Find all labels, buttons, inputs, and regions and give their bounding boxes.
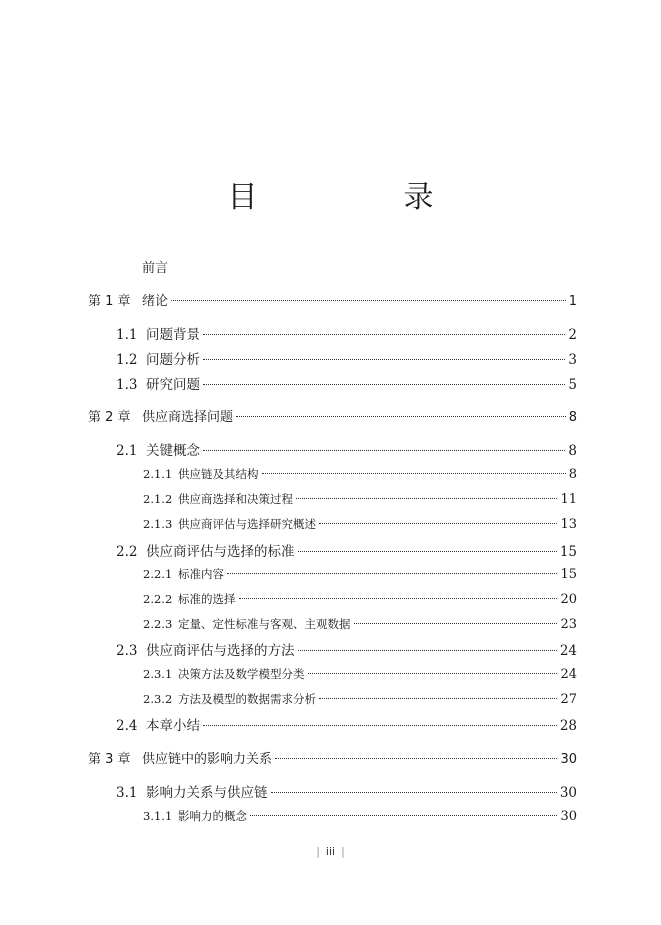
toc-entry-page: 30 xyxy=(559,785,577,801)
toc-entry[interactable] xyxy=(116,540,577,560)
toc-entry-title: 供应商选择问题 xyxy=(142,410,234,425)
toc-entry-title: 供应商评估与选择的标准 xyxy=(146,544,295,560)
toc-entry[interactable] xyxy=(143,691,577,707)
toc-entry-page: 1 xyxy=(568,294,577,309)
toc-entry-title: 问题分析 xyxy=(146,352,200,368)
toc-entry-page: 15 xyxy=(559,544,577,560)
toc-entry-page: 20 xyxy=(560,592,577,607)
toc-entry-title: 问题背景 xyxy=(146,327,200,343)
toc-entry-number: 1.1 xyxy=(116,327,138,343)
toc-entry-title: 供应商评估与选择的方法 xyxy=(146,643,295,659)
toc-entry-page: 30 xyxy=(560,809,577,824)
toc-entry-title: 供应商选择和决策过程 xyxy=(178,492,293,506)
toc-entry-page: 8 xyxy=(568,467,577,482)
toc-dot-leader xyxy=(275,758,557,759)
toc-entry-page: 8 xyxy=(568,443,577,459)
toc-entry-number: 2.3.1 xyxy=(143,667,173,681)
toc-entry-title: 决策方法及数学模型分类 xyxy=(178,667,305,681)
toc-entry-page: 15 xyxy=(560,567,577,582)
toc-dot-leader xyxy=(354,623,558,624)
toc-dot-leader xyxy=(308,673,558,674)
toc-entry[interactable] xyxy=(88,406,577,425)
toc-entry[interactable] xyxy=(116,323,577,343)
toc-entry-number: 2.2.1 xyxy=(143,567,173,581)
toc-entry-page: 27 xyxy=(560,692,577,707)
toc-dot-leader xyxy=(319,698,557,699)
toc-entry-number: 2.2.3 xyxy=(143,617,173,631)
toc-dot-leader xyxy=(171,300,566,301)
toc-entry[interactable] xyxy=(116,714,577,734)
toc-entry-title: 影响力的概念 xyxy=(178,809,247,823)
toc-entry-number: 2.1.3 xyxy=(143,517,173,531)
toc-entry[interactable] xyxy=(143,666,577,682)
toc-entry-page: 28 xyxy=(559,718,577,734)
toc-entry-number: 2.1.1 xyxy=(143,467,173,481)
toc-entry-page: 3 xyxy=(568,352,577,368)
toc-entry-page: 23 xyxy=(560,617,577,632)
toc-dot-leader xyxy=(203,359,565,360)
toc-entry-page: 5 xyxy=(568,377,577,393)
toc-entry-page: 24 xyxy=(560,667,577,682)
toc-entry-number: 2.3.2 xyxy=(143,692,173,706)
toc-entry-number: 3.1 xyxy=(116,785,138,801)
toc-dot-leader xyxy=(319,523,557,524)
toc-entry-title: 定量、定性标准与客观、主观数据 xyxy=(178,617,351,631)
toc-entry-number: 2.4 xyxy=(116,718,138,734)
toc-entry-title: 标准内容 xyxy=(178,567,224,581)
toc-entry[interactable] xyxy=(116,348,577,368)
toc-entry[interactable] xyxy=(143,566,577,582)
toc-dot-leader xyxy=(203,384,565,385)
toc-entry-title: 关键概念 xyxy=(146,443,200,459)
footer-divider-left: | xyxy=(316,845,320,858)
toc-entry-title: 本章小结 xyxy=(146,718,200,734)
toc-dot-leader xyxy=(250,815,557,816)
toc-entry-title: 方法及模型的数据需求分析 xyxy=(178,692,316,706)
toc-entry[interactable] xyxy=(88,257,577,276)
footer-divider-right: | xyxy=(341,845,345,858)
toc-entry[interactable] xyxy=(143,808,577,824)
toc-entry-page: 30 xyxy=(560,752,577,767)
toc-entry-page: 8 xyxy=(568,410,577,425)
toc-entry-page: 24 xyxy=(559,643,577,659)
toc-entry-title: 标准的选择 xyxy=(178,592,236,606)
toc-entry-number: 2.1.2 xyxy=(143,492,173,506)
toc-dot-leader xyxy=(296,498,557,499)
toc-entry[interactable] xyxy=(116,439,577,459)
toc-entry-number: 2.3 xyxy=(116,643,138,659)
toc-dot-leader xyxy=(262,473,566,474)
toc-entry[interactable] xyxy=(143,466,577,482)
toc-entry-page: 13 xyxy=(560,517,577,532)
toc-entry[interactable] xyxy=(88,290,577,309)
toc-entry[interactable] xyxy=(143,591,577,607)
toc-dot-leader xyxy=(271,792,557,793)
toc-entry-title: 供应链中的影响力关系 xyxy=(142,752,273,767)
toc-entry-number: 第 2 章 xyxy=(88,410,131,425)
toc-entry-page: 2 xyxy=(568,327,577,343)
toc-entry-number: 3.1.1 xyxy=(143,809,173,823)
toc-dot-leader xyxy=(203,450,565,451)
toc-entry[interactable] xyxy=(116,781,577,801)
toc-entry-number: 1.2 xyxy=(116,352,138,368)
toc-entry-title: 供应商评估与选择研究概述 xyxy=(178,517,316,531)
toc-entry[interactable] xyxy=(143,516,577,532)
toc-entry[interactable] xyxy=(116,373,577,393)
page-title: 目 录 xyxy=(227,180,492,215)
toc-dot-leader xyxy=(239,598,558,599)
toc-dot-leader xyxy=(203,725,557,726)
toc-entry-number: 2.2.2 xyxy=(143,592,173,606)
toc-entry[interactable] xyxy=(143,616,577,632)
toc-entry-page: 11 xyxy=(560,492,577,507)
toc-entry-number: 2.2 xyxy=(116,544,138,560)
toc-dot-leader xyxy=(203,334,565,335)
toc-dot-leader xyxy=(236,416,566,417)
toc-dot-leader xyxy=(298,551,557,552)
toc-entry-number: 第 1 章 xyxy=(88,294,131,309)
toc-entry-title: 供应链及其结构 xyxy=(178,467,259,481)
toc-entry-title: 研究问题 xyxy=(146,377,200,393)
toc-entry[interactable] xyxy=(116,639,577,659)
toc-entry-title: 绪论 xyxy=(142,294,169,309)
page-number: iii xyxy=(325,845,336,858)
toc-entry-number: 第 3 章 xyxy=(88,752,131,767)
toc-dot-leader xyxy=(227,573,557,574)
toc-entry[interactable] xyxy=(143,491,577,507)
toc-entry-title: 影响力关系与供应链 xyxy=(146,785,268,801)
toc-dot-leader xyxy=(298,650,557,651)
toc-entry-number: 2.1 xyxy=(116,443,138,459)
page-footer xyxy=(0,845,661,858)
toc-entry[interactable] xyxy=(88,748,577,767)
toc-entry-title: 前言 xyxy=(142,261,169,276)
toc-entry-number: 1.3 xyxy=(116,377,138,393)
